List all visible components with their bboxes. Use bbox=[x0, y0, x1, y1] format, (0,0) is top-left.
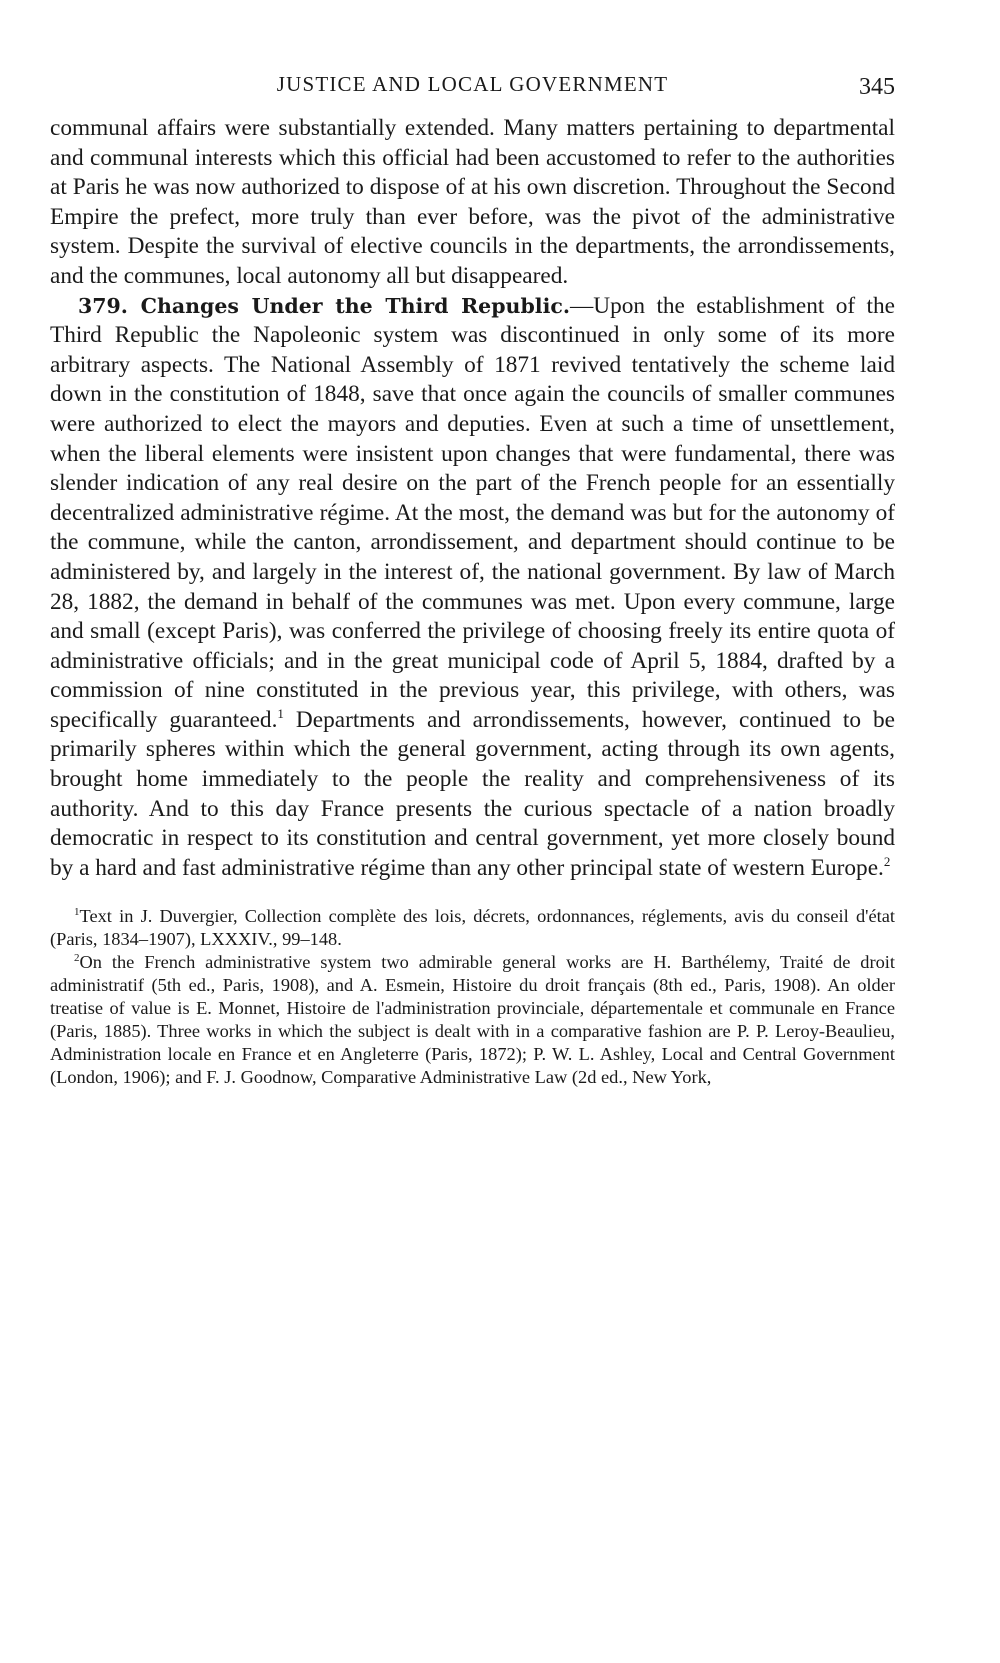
footnote-reference-2: 2 bbox=[883, 853, 891, 869]
footnote-marker-2: 2 bbox=[74, 952, 80, 965]
footnote-text-1: Text in J. Duvergier, Collection complète des lois, décrets, ordonnances, réglements, avis du conseil d'état (Paris, 1834–1907), LXXXIV., 99–148. bbox=[50, 906, 895, 950]
footnote-1 bbox=[50, 905, 895, 951]
section-heading bbox=[78, 294, 570, 318]
main-text bbox=[50, 114, 895, 883]
footnotes bbox=[50, 905, 895, 1089]
section-title: Changes Under the Third Republic. bbox=[140, 293, 570, 318]
running-header bbox=[50, 72, 895, 108]
footnote-reference-1: 1 bbox=[277, 705, 284, 721]
footnote-2 bbox=[50, 951, 895, 1089]
page-number: 345 bbox=[859, 74, 895, 100]
section-paragraph-379 bbox=[50, 292, 895, 884]
book-page bbox=[50, 72, 895, 1089]
paragraph-continued: communal affairs were substantially extended. Many matters pertaining to departmental and communal interests which this official had been accustomed to refer to the authorities at Paris he was now authorized to dispose of at his own discretion. Throughout the Second Empire the prefect, more truly than ever before, was the pivot of the administrative system. Despite the survival of elective councils in the departments, the arrondissements, and the communes, local autonomy all but disappeared. bbox=[50, 115, 895, 289]
section-text-part-1: —Upon the establishment of the Third Republic the Napoleonic system was discontinued in only some of its more arbitrary aspects. The National Assembly of 1871 revived tentatively the scheme laid down in the constitution of 1848, save that once again the councils of smaller communes were authorized to elect the mayors and deputies. Even at such a time of unsettlement, when the liberal elements were insistent upon changes that were fundamental, there was slender indication of any real desire on the part of the French people for an essentially decentralized administrative régime. At the most, the demand was but for the autonomy of the commune, while the canton, arrondissement, and department should continue to be administered by, and largely in the interest of, the national government. By law of March 28, 1882, the demand in behalf of the communes was met. Upon every commune, large and small (except Paris), was conferred the privilege of choosing freely its entire quota of administrative officials; and in the great municipal code of April 5, 1884, drafted by a commission of nine constituted in the previous year, this privilege, with others, was specifically guaranteed. bbox=[50, 292, 895, 733]
section-text-part-2: Departments and arrondissements, however, continued to be primarily spheres within which the general government, acting through its own agents, brought home immediately to the people the reality and comprehensiveness of its authority. And to this day France presents the curious spectacle of a nation broadly democratic in respect to its constitution and central government, yet more closely bound by a hard and fast administrative régime than any other principal state of western Europe. bbox=[50, 706, 895, 881]
footnote-marker-1: 1 bbox=[74, 906, 80, 919]
running-title: JUSTICE AND LOCAL GOVERNMENT bbox=[276, 72, 669, 96]
section-number: 379. bbox=[78, 293, 128, 318]
footnote-text-2: On the French administrative system two admirable general works are H. Barthélemy, Traité de droit administratif (5th ed., Paris, 1908), and A. Esmein, Histoire du droit français (8th ed., Paris, 1908). An older treatise of value is E. Monnet, Histoire de l'administration provinciale, départementale et communale en France (Paris, 1885). Three works in which the subject is dealt with in a comparative fashion are P. P. Leroy-Beaulieu, Administration locale en France et en Angleterre (Paris, 1872); P. W. L. Ashley, Local and Central Government (London, 1906); and F. J. Goodnow, Comparative Administrative Law (2d ed., New York, bbox=[50, 952, 895, 1088]
